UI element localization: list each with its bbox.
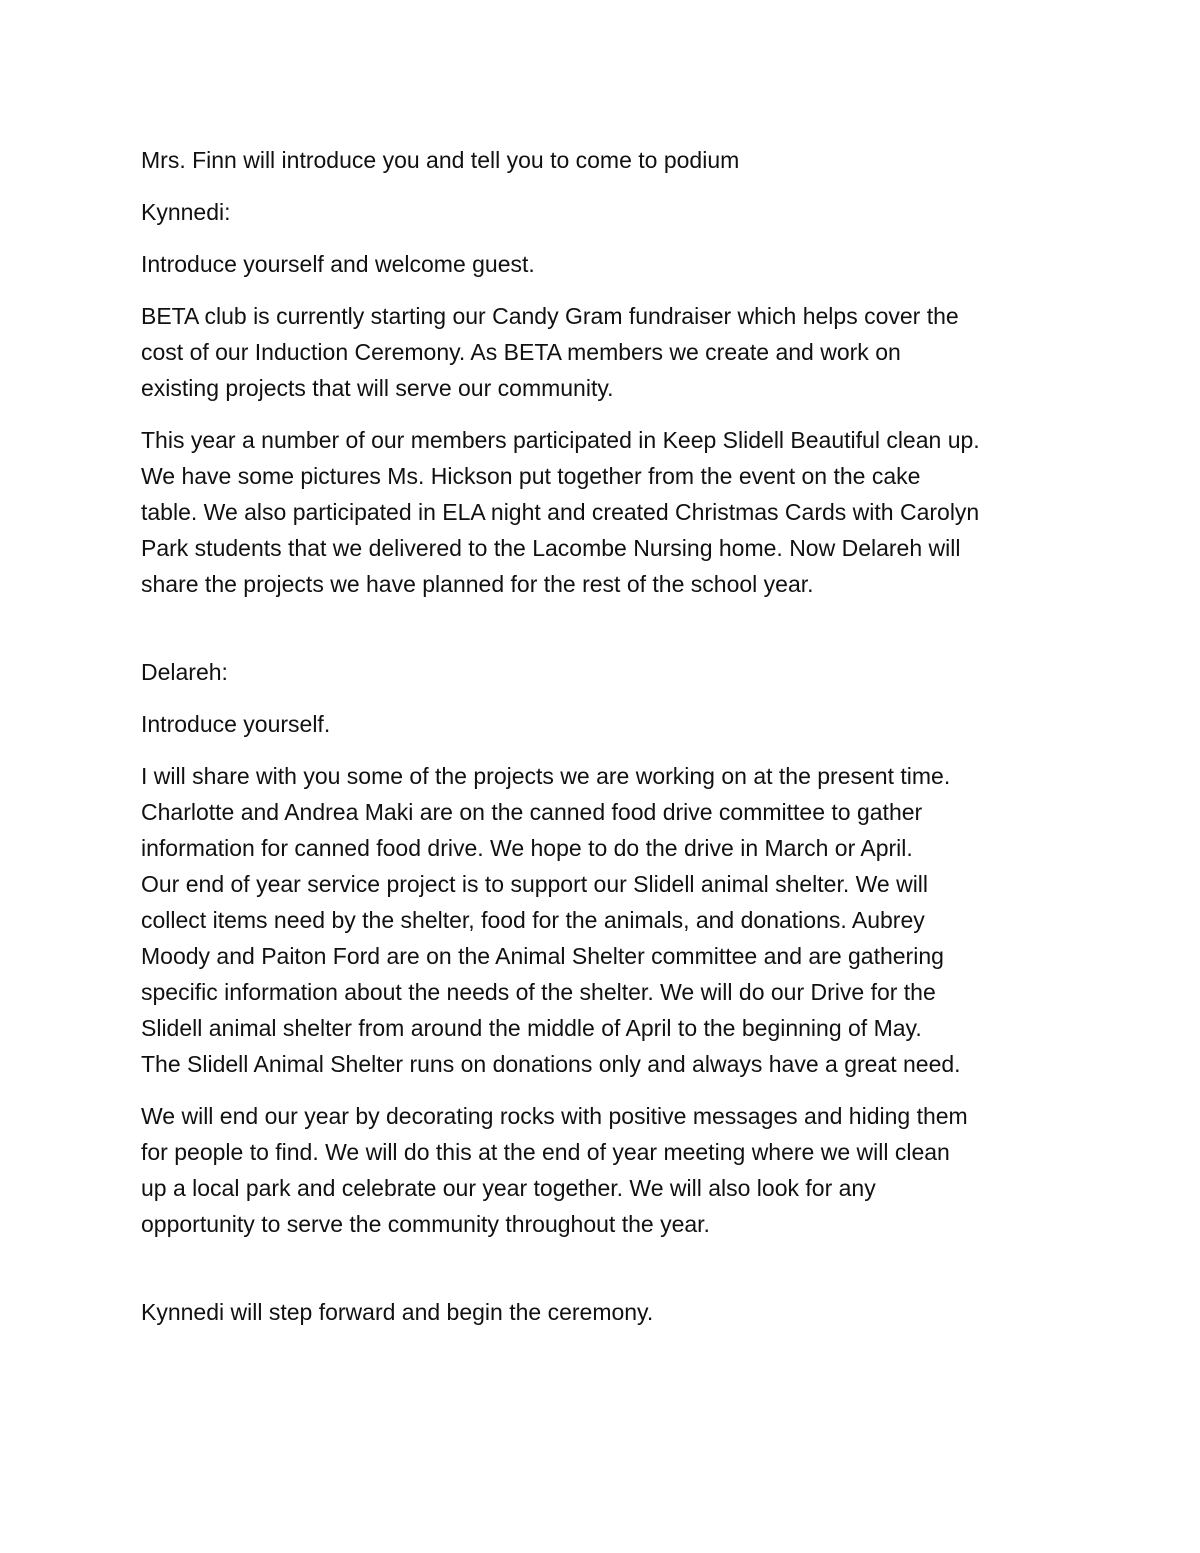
text-line: collect items need by the shelter, food for the animals, and donations. Aubrey bbox=[141, 907, 925, 933]
text-line: for people to find. We will do this at the end of year meeting where we will clean bbox=[141, 1139, 950, 1165]
text-line: Moody and Paiton Ford are on the Animal Shelter committee and are gathering bbox=[141, 943, 944, 969]
text-line: Charlotte and Andrea Maki are on the canned food drive committee to gather bbox=[141, 799, 923, 825]
text-line: information for canned food drive. We hope to do the drive in March or April. bbox=[141, 835, 913, 861]
text-line: existing projects that will serve our community. bbox=[141, 375, 614, 401]
intro-line: Mrs. Finn will introduce you and tell you to come to podium bbox=[141, 147, 740, 173]
kynnedi-paragraph-projects bbox=[141, 422, 1071, 602]
closing-line: Kynnedi will step forward and begin the ceremony. bbox=[141, 1299, 654, 1325]
delareh-paragraph-end-of-year bbox=[141, 1098, 1071, 1242]
kynnedi-heading: Kynnedi: bbox=[141, 199, 231, 225]
kynnedi-instruction: Introduce yourself and welcome guest. bbox=[141, 251, 535, 277]
blank-line bbox=[141, 1258, 1071, 1294]
delareh-heading: Delareh: bbox=[141, 659, 228, 685]
text-line: I will share with you some of the projects we are working on at the present time. bbox=[141, 763, 951, 789]
text-line: specific information about the needs of the shelter. We will do our Drive for the bbox=[141, 979, 936, 1005]
text-line: Slidell animal shelter from around the middle of April to the beginning of May. bbox=[141, 1015, 922, 1041]
text-line: Park students that we delivered to the Lacombe Nursing home. Now Delareh will bbox=[141, 535, 961, 561]
text-line: This year a number of our members participated in Keep Slidell Beautiful clean up. bbox=[141, 427, 980, 453]
blank-line bbox=[141, 618, 1071, 654]
text-line: share the projects we have planned for the rest of the school year. bbox=[141, 571, 814, 597]
text-line: We have some pictures Ms. Hickson put together from the event on the cake bbox=[141, 463, 921, 489]
text-line: BETA club is currently starting our Candy Gram fundraiser which helps cover the bbox=[141, 303, 959, 329]
text-line: up a local park and celebrate our year together. We will also look for any bbox=[141, 1175, 876, 1201]
text-line: table. We also participated in ELA night and created Christmas Cards with Carolyn bbox=[141, 499, 980, 525]
delareh-paragraph-current-projects bbox=[141, 758, 1071, 1082]
document-page bbox=[141, 142, 1071, 1346]
text-line: opportunity to serve the community throughout the year. bbox=[141, 1211, 710, 1237]
text-line: cost of our Induction Ceremony. As BETA members we create and work on bbox=[141, 339, 901, 365]
text-line: Our end of year service project is to support our Slidell animal shelter. We will bbox=[141, 871, 929, 897]
delareh-instruction: Introduce yourself. bbox=[141, 711, 331, 737]
kynnedi-paragraph-fundraiser bbox=[141, 298, 1071, 406]
text-line: The Slidell Animal Shelter runs on donations only and always have a great need. bbox=[141, 1051, 961, 1077]
text-line: We will end our year by decorating rocks with positive messages and hiding them bbox=[141, 1103, 968, 1129]
